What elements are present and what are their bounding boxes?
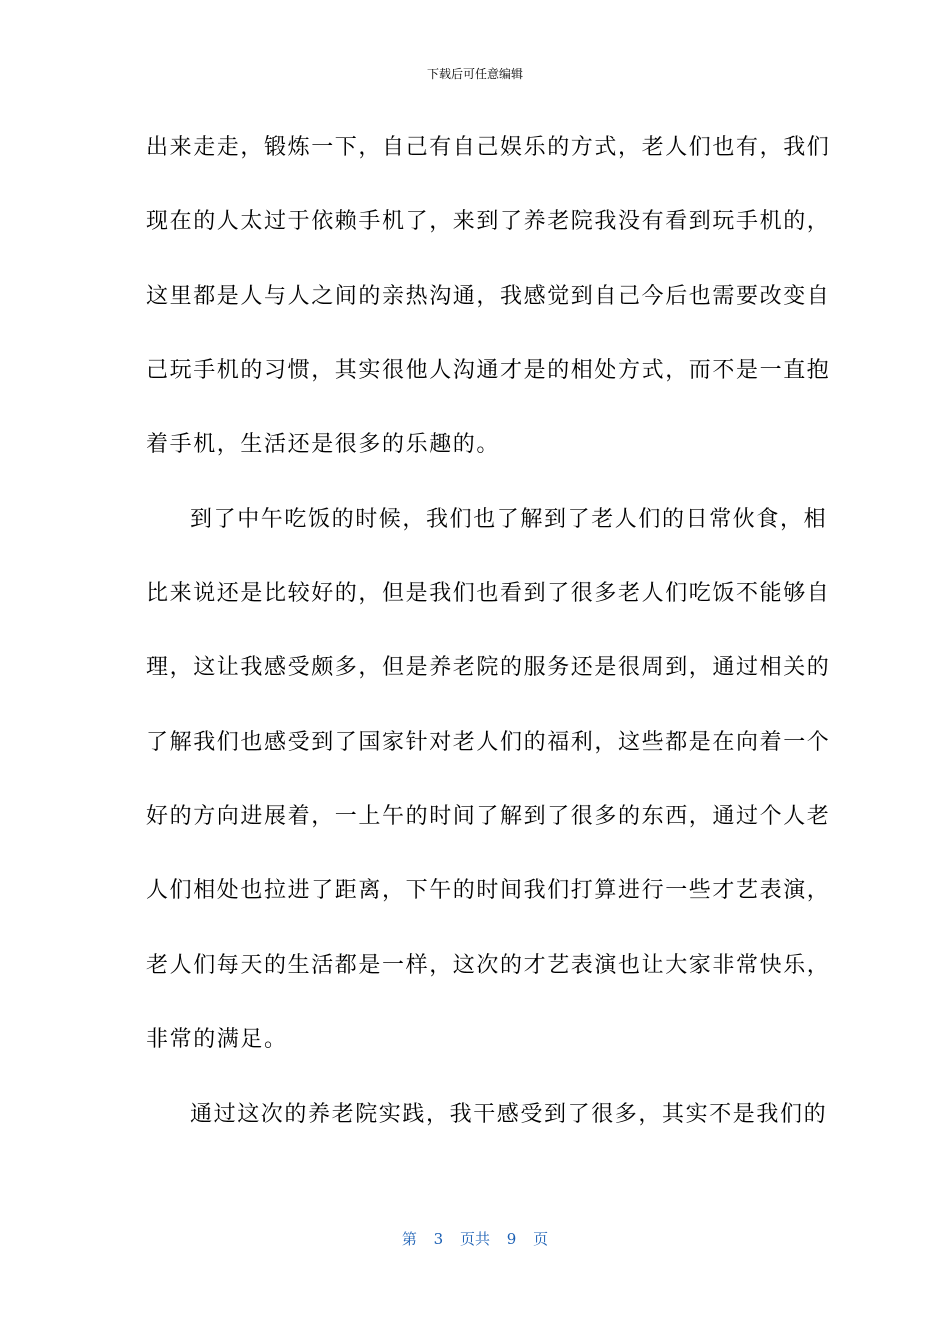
text-line: 着手机，生活还是很多的乐趣的。 bbox=[146, 432, 501, 457]
text-line: 比来说还是比较好的，但是我们也看到了很多老人们吃饭不能够自 bbox=[146, 581, 831, 606]
text-line: 好的方向进展着，一上午的时间了解到了很多的东西，通过个人老 bbox=[146, 804, 831, 829]
text-line: 非常的满足。 bbox=[146, 1027, 288, 1052]
text-line: 己玩手机的习惯，其实很他人沟通才是的相处方式，而不是一直抱 bbox=[146, 358, 831, 383]
text-line: 理，这让我感受颇多，但是养老院的服务还是很周到，通过相关的 bbox=[146, 655, 831, 680]
page-footer: 第 3 页共 9 页 bbox=[401, 1230, 549, 1248]
text-line: 了解我们也感受到了国家针对老人们的福利，这些都是在向着一个 bbox=[146, 730, 831, 755]
text-line: 到了中午吃饭的时候，我们也了解到了老人们的日常伙食，相 bbox=[190, 507, 828, 532]
text-line: 通过这次的养老院实践，我干感受到了很多，其实不是我们的 bbox=[190, 1102, 828, 1127]
text-line: 现在的人太过于依赖手机了，来到了养老院我没有看到玩手机的， bbox=[146, 209, 831, 234]
text-line: 人们相处也拉进了距离，下午的时间我们打算进行一些才艺表演， bbox=[146, 878, 831, 903]
text-line: 老人们每天的生活都是一样，这次的才艺表演也让大家非常快乐， bbox=[146, 953, 831, 978]
text-line: 这里都是人与人之间的亲热沟通，我感觉到自己今后也需要改变自 bbox=[146, 284, 831, 309]
page-header: 下载后可任意编辑 bbox=[426, 67, 523, 81]
text-line: 出来走走，锻炼一下，自己有自己娱乐的方式，老人们也有，我们 bbox=[146, 135, 831, 160]
